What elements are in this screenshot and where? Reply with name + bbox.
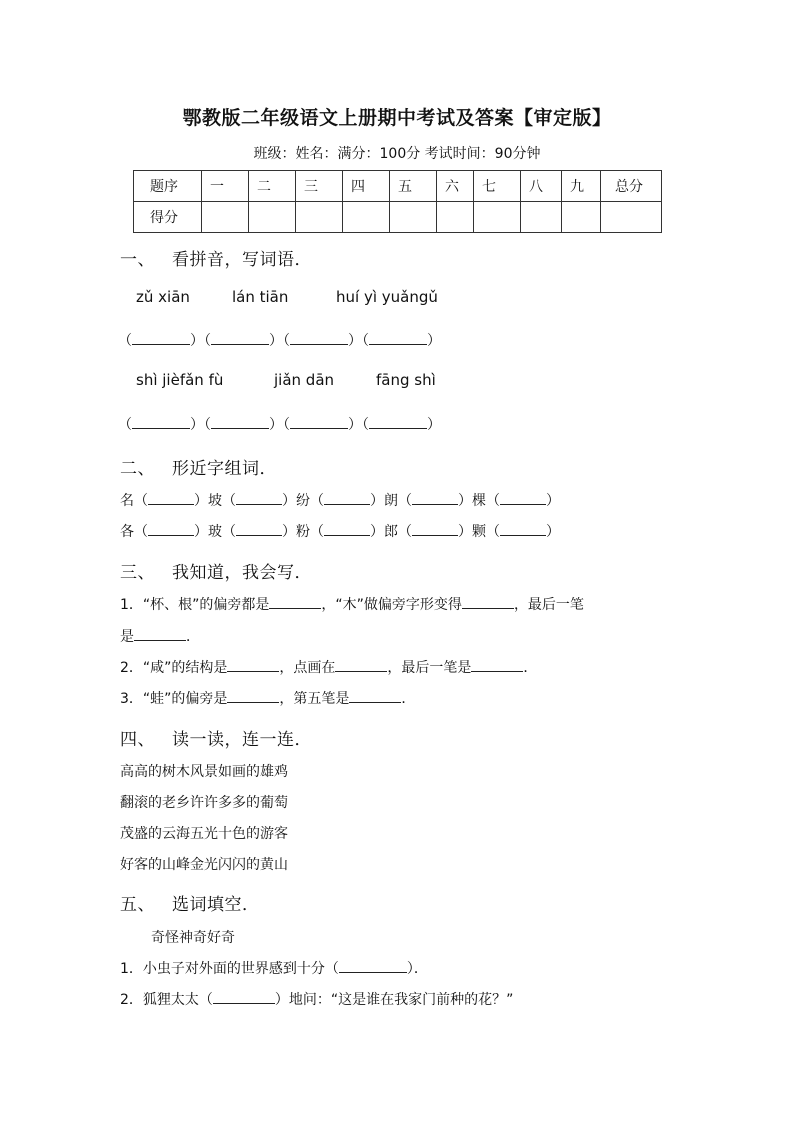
answer-blank[interactable] (471, 659, 523, 672)
answer-blank[interactable] (227, 659, 279, 672)
question-5-2: 2．狐狸太太（ ）地问：“这是谁在我家门前种的花？” (120, 992, 514, 1008)
pinyin-6: fāng shì (376, 371, 436, 389)
answer-blank[interactable] (290, 332, 348, 345)
score-cell[interactable] (474, 202, 521, 233)
score-cell[interactable] (296, 202, 343, 233)
answer-blank[interactable] (324, 492, 370, 505)
table-header-cell: 二 (249, 171, 296, 202)
table-header-cell: 八 (521, 171, 562, 202)
match-line-4: 好客的山峰金光闪闪的黄山 (120, 857, 288, 873)
answer-blank-row-1: （ ）（ ）（ ）（ ） (118, 333, 441, 349)
pinyin-2: lán tiān (232, 288, 289, 306)
section-3-heading (120, 558, 312, 583)
score-table-row (134, 202, 662, 233)
pinyin-1: zǔ xiān (136, 288, 190, 306)
answer-blank[interactable] (412, 523, 458, 536)
answer-blank[interactable] (462, 596, 514, 609)
answer-blank[interactable] (324, 523, 370, 536)
answer-blank[interactable] (213, 991, 275, 1004)
score-cell[interactable] (601, 202, 662, 233)
page-title: 鄂教版二年级语文上册期中考试及答案【审定版】 (182, 107, 612, 129)
answer-blank[interactable] (349, 690, 401, 703)
score-cell[interactable] (343, 202, 390, 233)
section-number: 五、 (120, 895, 155, 915)
answer-blank[interactable] (269, 596, 321, 609)
answer-blank-row-2: （ ）（ ）（ ）（ ） (118, 417, 441, 433)
section-number: 二、 (120, 459, 155, 479)
answer-blank[interactable] (290, 416, 348, 429)
section-number: 三、 (120, 563, 155, 583)
answer-blank[interactable] (132, 332, 190, 345)
match-line-1: 高高的树木风景如画的雄鸡 (120, 764, 288, 780)
answer-blank[interactable] (339, 960, 407, 973)
section-number: 四、 (120, 730, 155, 750)
question-3-1-cont: 是 ． (120, 629, 200, 645)
answer-blank[interactable] (211, 332, 269, 345)
section-1-heading (120, 245, 312, 270)
score-cell[interactable] (202, 202, 249, 233)
table-header-cell: 总分 (601, 171, 662, 202)
section-title: 选词填空． (172, 895, 260, 915)
table-header-cell: 九 (562, 171, 601, 202)
answer-blank[interactable] (500, 523, 546, 536)
section-title: 读一读，连一连． (172, 730, 312, 750)
table-header-cell: 七 (474, 171, 521, 202)
table-header-cell: 题序 (134, 171, 202, 202)
table-header-cell: 六 (437, 171, 474, 202)
score-table (133, 170, 662, 233)
score-cell[interactable] (521, 202, 562, 233)
table-header-cell: 五 (390, 171, 437, 202)
table-header-cell: 三 (296, 171, 343, 202)
section-5-heading (120, 890, 260, 915)
answer-blank[interactable] (148, 492, 194, 505)
answer-blank[interactable] (134, 628, 186, 641)
score-cell[interactable] (390, 202, 437, 233)
question-3-3: 3．“蛙”的偏旁是 ，第五笔是 ． (120, 691, 416, 707)
row-label: 得分 (134, 202, 202, 233)
question-3-1: 1．“杯、根”的偏旁都是 ，“木”做偏旁字形变得 ，最后一笔 (120, 597, 584, 613)
word-bank: 奇怪神奇好奇 (151, 930, 235, 946)
section-2-heading (120, 454, 277, 479)
answer-blank[interactable] (369, 416, 427, 429)
answer-blank[interactable] (369, 332, 427, 345)
section-number: 一、 (120, 250, 155, 270)
match-line-2: 翻滚的老乡许许多多的葡萄 (120, 795, 288, 811)
table-header-cell: 四 (343, 171, 390, 202)
score-cell[interactable] (562, 202, 601, 233)
question-3-2: 2．“咸”的结构是 ，点画在 ，最后一笔是 ． (120, 660, 538, 676)
answer-blank[interactable] (500, 492, 546, 505)
score-table-header-row (134, 171, 662, 202)
score-cell[interactable] (437, 202, 474, 233)
table-header-cell: 一 (202, 171, 249, 202)
answer-blank[interactable] (227, 690, 279, 703)
section-title: 我知道，我会写． (172, 563, 312, 583)
answer-blank[interactable] (132, 416, 190, 429)
pinyin-3: huí yì yuǎngǔ (336, 288, 438, 306)
pinyin-4: shì jièfǎn fù (136, 371, 224, 389)
section-4-heading (120, 725, 312, 750)
answer-blank[interactable] (412, 492, 458, 505)
char-row-2: 各（ ）玻（ ）粉（ ）郎（ ）颗（ ） (120, 524, 560, 540)
section-title: 看拼音，写词语． (172, 250, 312, 270)
answer-blank[interactable] (335, 659, 387, 672)
answer-blank[interactable] (148, 523, 194, 536)
score-cell[interactable] (249, 202, 296, 233)
char-row-1: 名（ ）坡（ ）纷（ ）朗（ ）棵（ ） (120, 493, 560, 509)
answer-blank[interactable] (236, 492, 282, 505)
answer-blank[interactable] (236, 523, 282, 536)
question-5-1: 1．小虫子对外面的世界感到十分（ ）． (120, 961, 428, 977)
answer-blank[interactable] (211, 416, 269, 429)
section-title: 形近字组词． (172, 459, 277, 479)
exam-info: 班级：姓名：满分：100分 考试时间：90分钟 (253, 146, 541, 162)
match-line-3: 茂盛的云海五光十色的游客 (120, 826, 288, 842)
pinyin-5: jiǎn dān (274, 371, 335, 389)
